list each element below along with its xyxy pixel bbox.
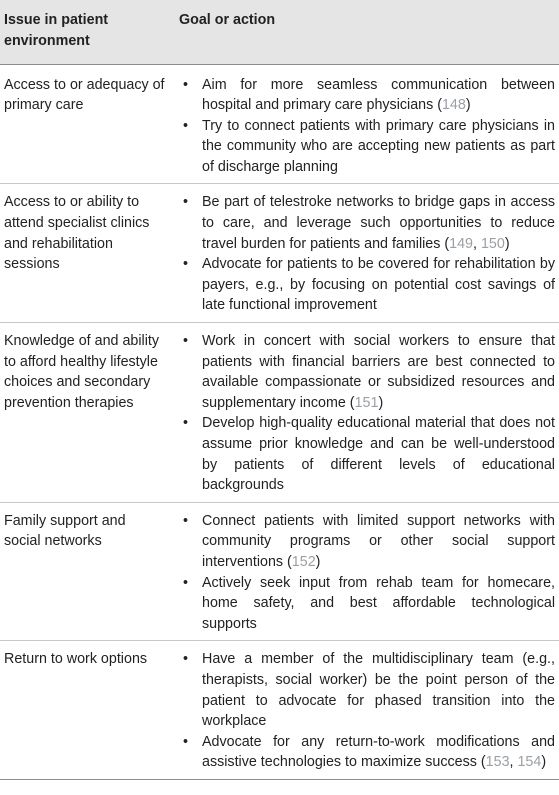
- bullet-icon: •: [183, 194, 189, 211]
- issue-cell: Access to or adequacy of primary care: [0, 64, 175, 184]
- reference-link[interactable]: 149: [449, 235, 474, 252]
- goal-list: [179, 649, 555, 773]
- goal-list-item: • Be part of telestroke networks to bridge gaps in access to care, and leverage such opportunities to reduce travel burden for patients and families (149, 150): [183, 194, 555, 252]
- reference-link[interactable]: 148: [441, 97, 466, 114]
- header-row: [0, 0, 559, 64]
- header-issue: Issue in patient environment: [0, 0, 175, 64]
- goal-list-item: [179, 116, 555, 178]
- issue-cell: Return to work options: [0, 641, 175, 780]
- issue-cell: Access to or ability to attend specialist clinics and rehabilitation sessions: [0, 184, 175, 323]
- goal-cell: [175, 184, 559, 323]
- issue-cell: Family support and social networks: [0, 502, 175, 641]
- bullet-icon: •: [183, 256, 189, 273]
- reference-link[interactable]: 154: [517, 754, 542, 771]
- table-row: [0, 64, 559, 184]
- goal-list: [179, 511, 555, 635]
- goal-list-item: [179, 573, 555, 635]
- bullet-icon: •: [183, 76, 189, 93]
- table-row: [0, 502, 559, 641]
- goal-text: Advocate for patients to be covered for rehabilitation by payers, e.g., by focusing on potential cost savings of late functional improvement: [202, 256, 555, 314]
- goal-text-tail: ): [465, 97, 471, 114]
- goal-list-item: • Advocate for any return-to-work modifications and assistive technologies to maximize success (153, 154): [183, 733, 555, 771]
- goal-text-tail: ): [504, 235, 510, 252]
- goal-list-item: [179, 75, 555, 116]
- issue-cell: Knowledge of and ability to afford healthy lifestyle choices and secondary prevention therapies: [0, 323, 175, 503]
- goal-text: Work in concert with social workers to ensure that patients with financial barriers are best connected to available compassionate or subsidized resources and supplementary income (: [202, 333, 555, 411]
- goal-text-tail: ): [541, 754, 547, 771]
- goal-cell: [175, 502, 559, 641]
- table-row: [0, 184, 559, 323]
- goal-text-tail: ): [378, 394, 384, 411]
- table-row: [0, 323, 559, 503]
- goal-cell: [175, 64, 559, 184]
- goal-text: Try to connect patients with primary care physicians in the community who are accepting new patients as part of discharge planning: [202, 117, 555, 175]
- bullet-icon: •: [183, 415, 189, 432]
- goal-list: [179, 75, 555, 178]
- goal-list-item: [179, 649, 555, 731]
- reference-link[interactable]: 152: [291, 553, 316, 570]
- bullet-icon: •: [183, 512, 189, 529]
- goal-text: Advocate for any return-to-work modifications and assistive technologies to maximize success (: [202, 733, 555, 771]
- goal-text: Aim for more seamless communication between hospital and primary care physicians (: [202, 76, 555, 114]
- goal-text-tail: ): [315, 553, 321, 570]
- bullet-icon: •: [183, 117, 189, 134]
- reference-link[interactable]: 150: [480, 235, 505, 252]
- table-header: [0, 0, 559, 64]
- reference-link[interactable]: 151: [354, 394, 379, 411]
- goal-text: Develop high-quality educational material that does not assume prior knowledge and can be well-understood by patients of different levels of educational backgrounds: [202, 415, 555, 494]
- bullet-icon: •: [183, 651, 189, 668]
- goal-list-item: [179, 331, 555, 413]
- goal-cell: [175, 323, 559, 503]
- goal-list-item: [179, 254, 555, 316]
- goal-text: Connect patients with limited support networks with community programs or other social support interventions (: [202, 512, 555, 570]
- table-row: [0, 641, 559, 780]
- goal-list-item: [179, 413, 555, 495]
- bullet-icon: •: [183, 333, 189, 350]
- goal-list-item: [179, 511, 555, 573]
- goal-cell: [175, 641, 559, 780]
- reference-link[interactable]: 153: [485, 754, 510, 771]
- bullet-icon: •: [183, 574, 189, 591]
- table-body: [0, 64, 559, 779]
- goal-list: [179, 331, 555, 496]
- goal-list: [179, 192, 555, 316]
- bullet-icon: •: [183, 733, 189, 750]
- goal-text: Actively seek input from rehab team for homecare, home safety, and best affordable technological supports: [202, 574, 555, 632]
- goal-text: Be part of telestroke networks to bridge gaps in access to care, and leverage such opportunities to reduce travel burden for patients and families (: [202, 194, 555, 252]
- header-goal: Goal or action: [175, 0, 559, 64]
- goal-text: Have a member of the multidisciplinary team (e.g., therapists, social worker) be the point person of the patient to advocate for phased transition into the workplace: [202, 651, 555, 730]
